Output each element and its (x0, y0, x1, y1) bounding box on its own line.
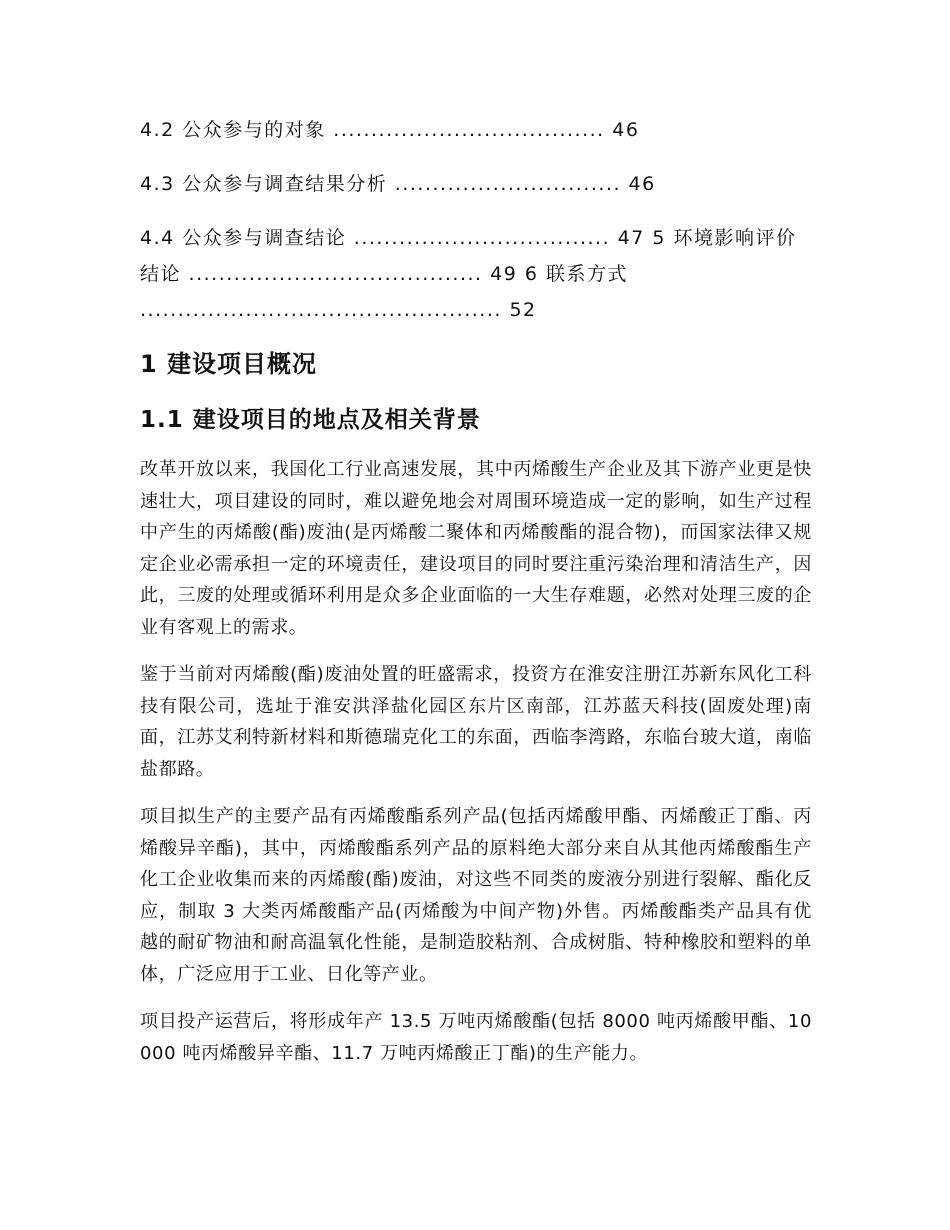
section-heading-1: 1 建设项目概况 (140, 350, 318, 378)
paragraph-location: 鉴于当前对丙烯酸(酯)废油处置的旺盛需求，投资方在淮安注册江苏新东风化工科技有限公司，选址于淮安洪泽盐化园区东片区南部，江苏蓝天科技(固废处理)南面，江苏艾利特新材料和斯德瑞克化工的东面，西临李湾路，东临台玻大道，南临盐都路。 (140, 664, 812, 780)
paragraph-capacity: 项目投产运营后，将形成年产 13.5 万吨丙烯酸酯(包括 8000 吨丙烯酸甲酯、10000 吨丙烯酸异辛酯、11.7 万吨丙烯酸正丁酯)的生产能力。 (140, 1011, 812, 1064)
paragraph-background: 改革开放以来，我国化工行业高速发展，其中丙烯酸生产企业及其下游产业更是快速壮大，项目建设的同时，难以避免地会对周围环境造成一定的影响，如生产过程中产生的丙烯酸(酯)废油(是丙烯酸二聚体和丙烯酸酯的混合物)，而国家法律又规定企业必需承担一定的环境责任，建设项目的同时要注重污染治理和清洁生产，因此，三废的处理或循环利用是众多企业面临的一大生存难题，必然对处理三废的企业有客观上的需求。 (140, 459, 812, 638)
toc-entry-4-3: 4.3 公众参与调查结果分析 .............................. 46 (140, 173, 656, 195)
table-of-contents (140, 112, 812, 328)
section-body (140, 454, 812, 1069)
paragraph-products: 项目拟生产的主要产品有丙烯酸酯系列产品(包括丙烯酸甲酯、丙烯酸正丁酯、丙烯酸异辛酯)，其中，丙烯酸酯系列产品的原料绝大部分来自从其他丙烯酸酯生产化工企业收集而来的丙烯酸(酯)废油，对这些不同类的废液分别进行裂解、酯化反应，制取 3 大类丙烯酸酯产品(丙烯酸为中间产物)外售。丙烯酸酯类产品具有优越的耐矿物油和耐高温氧化性能，是制造胶粘剂、合成树脂、特种橡胶和塑料的单体，广泛应用于工业、日化等产业。 (140, 806, 812, 985)
toc-entry-4-2: 4.2 公众参与的对象 .................................... 46 (140, 119, 640, 141)
toc-entry-4-4: 4.4 公众参与调查结论 .................................. 47 5 环境影响评价结论 ....................................... 49 6 联系方式 ................................................ 52 (140, 227, 797, 321)
section-heading-1-1: 1.1 建设项目的地点及相关背景 (140, 407, 481, 433)
document-page (140, 112, 812, 1085)
